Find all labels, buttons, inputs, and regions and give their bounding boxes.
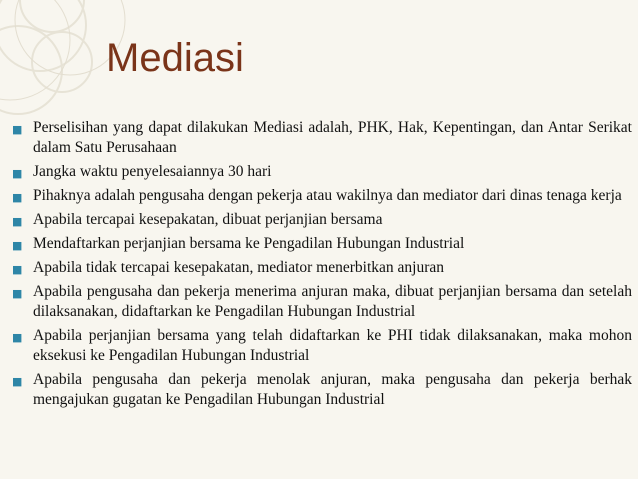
bullet-item (12, 118, 632, 158)
bullet-item (12, 326, 632, 366)
bullet-item (12, 282, 632, 322)
square-bullet-icon: ■ (12, 331, 23, 344)
bullet-item (12, 234, 632, 254)
square-bullet-icon: ■ (12, 167, 23, 180)
bullet-item (12, 210, 632, 230)
square-bullet-icon: ■ (12, 263, 23, 276)
bullet-text: Apabila pengusaha dan pekerja menerima anjuran maka, dibuat perjanjian bersama dan setelah dilaksanakan, didaftarkan ke Pengadilan Hubungan Industrial (33, 283, 632, 320)
square-bullet-icon: ■ (12, 123, 23, 136)
bullet-text: Apabila tercapai kesepakatan, dibuat perjanjian bersama (33, 211, 383, 228)
square-bullet-icon: ■ (12, 215, 23, 228)
bullet-list (12, 118, 632, 414)
bullet-item (12, 186, 632, 206)
bullet-text: Mendaftarkan perjanjian bersama ke Pengadilan Hubungan Industrial (33, 235, 465, 252)
bullet-item (12, 162, 632, 182)
bullet-text: Pihaknya adalah pengusaha dengan pekerja atau wakilnya dan mediator dari dinas tenaga kerja (33, 187, 622, 204)
bullet-text: Apabila pengusaha dan pekerja menolak anjuran, maka pengusaha dan pekerja berhak mengajukan gugatan ke Pengadilan Hubungan Industrial (33, 371, 632, 408)
square-bullet-icon: ■ (12, 287, 23, 300)
square-bullet-icon: ■ (12, 191, 23, 204)
bullet-text: Apabila tidak tercapai kesepakatan, mediator menerbitkan anjuran (33, 259, 444, 276)
bullet-text: Perselisihan yang dapat dilakukan Mediasi adalah, PHK, Hak, Kepentingan, dan Antar Serikat dalam Satu Perusahaan (33, 119, 632, 156)
square-bullet-icon: ■ (12, 375, 23, 388)
bullet-item (12, 370, 632, 410)
bullet-item (12, 258, 632, 278)
slide-title: Mediasi (106, 36, 244, 80)
square-bullet-icon: ■ (12, 239, 23, 252)
bullet-text: Jangka waktu penyelesaiannya 30 hari (33, 163, 272, 180)
bullet-text: Apabila perjanjian bersama yang telah didaftarkan ke PHI tidak dilaksanakan, maka mohon eksekusi ke Pengadilan Hubungan Industrial (33, 327, 632, 364)
